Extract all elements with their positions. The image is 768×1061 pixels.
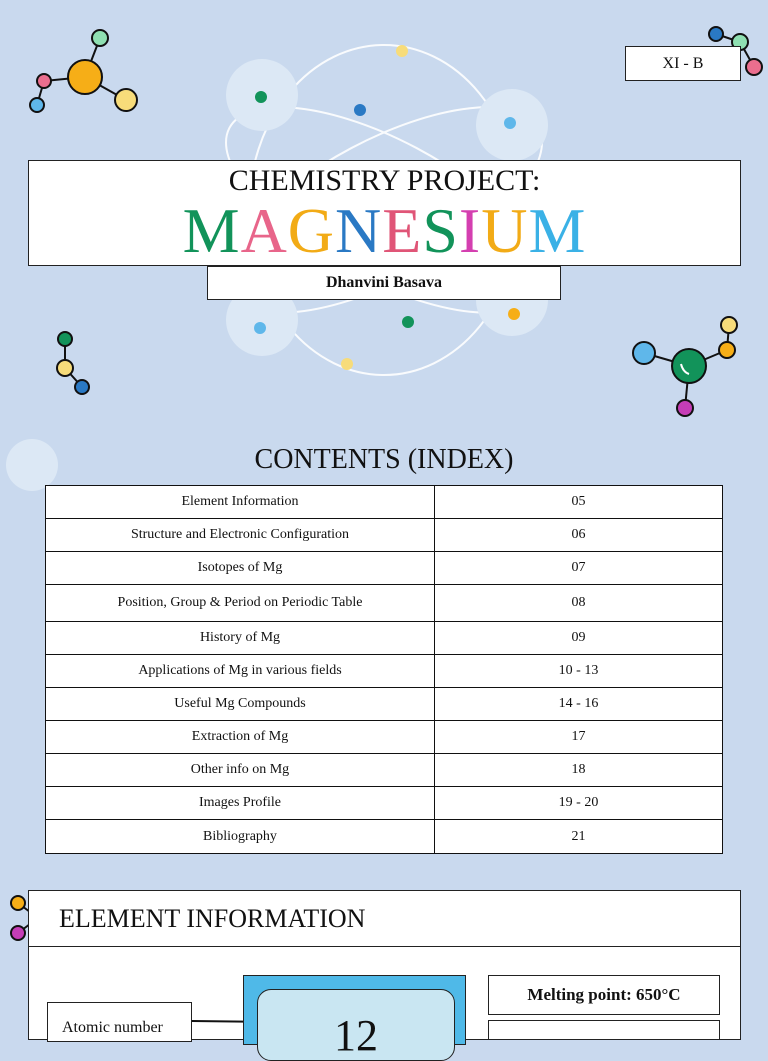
contents-topic: Bibliography [46,820,435,854]
title-letter: G [287,195,335,266]
contents-page-number: 08 [435,585,723,622]
contents-page-number: 14 - 16 [435,688,723,721]
title-letter: M [528,195,587,266]
property-box [488,1020,720,1040]
title-letter: S [422,195,459,266]
contents-topic: Structure and Electronic Configuration [46,519,435,552]
project-title: CHEMISTRY PROJECT: [228,164,541,197]
title-letter: N [335,195,383,266]
contents-page-number: 05 [435,486,723,519]
title-letter: M [182,195,241,266]
contents-topic: Useful Mg Compounds [46,688,435,721]
periodic-element-card [243,975,466,1060]
contents-page-number: 07 [435,552,723,585]
contents-page-number: 18 [435,754,723,787]
melting-point: Melting point: 650°C [488,975,720,1015]
contents-topic: Element Information [46,486,435,519]
author-name: Dhanvini Basava [207,266,561,300]
title-letter: A [240,195,288,266]
element-tile [257,989,455,1061]
title-letter: U [481,195,529,266]
atomic-number: 12 [334,1011,378,1060]
atomic-number-label: Atomic number [47,1002,192,1042]
contents-page-number: 10 - 13 [435,655,723,688]
title-letter: I [458,195,482,266]
contents-page-number: 06 [435,519,723,552]
element-information-heading: ELEMENT INFORMATION [29,891,740,947]
contents-topic: Isotopes of Mg [46,552,435,585]
contents-page-number: 17 [435,721,723,754]
contents-page-number: 09 [435,622,723,655]
contents-topic: Position, Group & Period on Periodic Table [46,585,435,622]
contents-topic: Applications of Mg in various fields [46,655,435,688]
class-section-label: XI - B [625,46,741,81]
contents-topic: Extraction of Mg [46,721,435,754]
contents-topic: Other info on Mg [46,754,435,787]
contents-topic: Images Profile [46,787,435,820]
contents-page-number: 21 [435,820,723,854]
title-letter: E [382,195,423,266]
contents-page-number: 19 - 20 [435,787,723,820]
contents-heading: CONTENTS (INDEX) [254,444,514,475]
contents-topic: History of Mg [46,622,435,655]
